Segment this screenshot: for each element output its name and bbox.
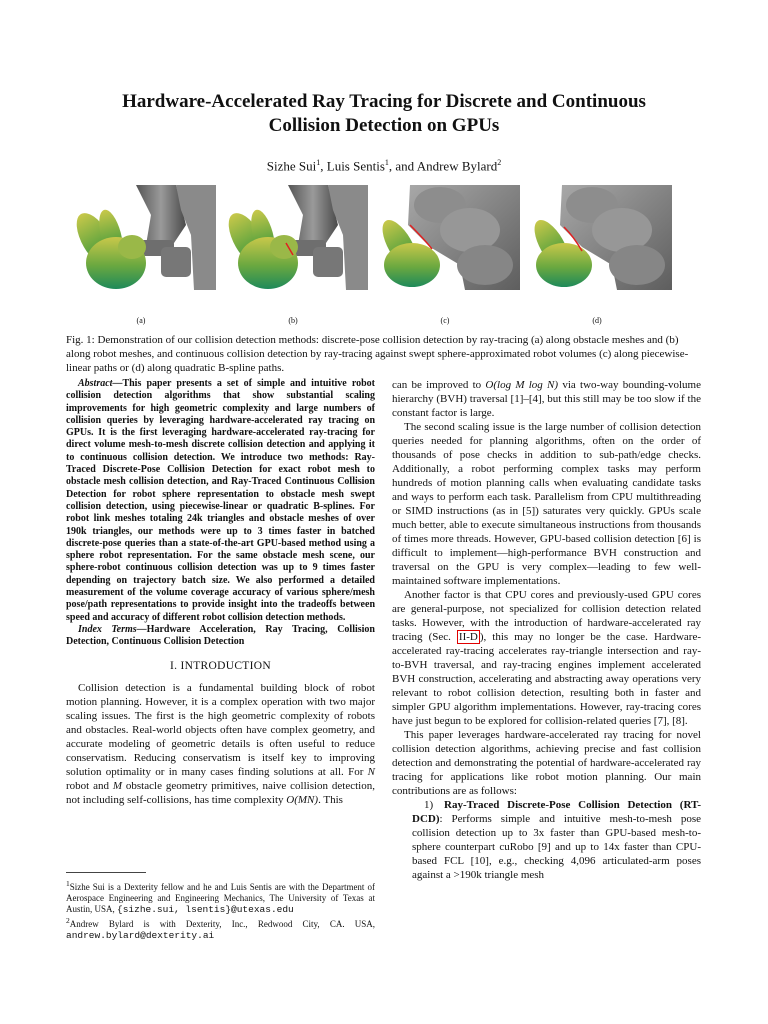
math-complexity: O(MN) bbox=[286, 793, 319, 806]
abstract-text: This paper presents a set of simple and intuitive robot collision detection algorithms that show substantial scaling improvements for high geometric complexity and large numbers of collision queries by leveraging hardware-accelerated ray tracing on GPUs. It is the first leveraging hardware-accelerated ray-tracing for direct volume mesh-to-mesh discrete collision detection and applying it to continuous collision detection. We introduce two methods: Ray-Traced Discrete-Pose Collision Detection for exact robot mesh to obstacle mesh collision detection, and Ray-Traced Continuous Collision Detection for robot sphere representation to obstacle mesh swept collision detection, using piecewise-linear or quadratic B-splines. For robot link meshes totaling 24k triangles and obstacle meshes of over 190k triangles, our methods were up to 3 times faster in batched discrete-pose queries than a state-of-the-art GPU-based method using a sphere robot representation. For the same obstacle mesh scene, our sphere-robot continuous collision detection was up to 9 times faster depending on trajectory batch size. We also performed a detailed measurement of the volume coverage accuracy of various sphere/mesh pose/path representations to provide insight into the tradeoffs between speed and accuracy of different robot collision detection methods. bbox=[66, 378, 375, 623]
body-text: ), this may no longer be the case. Hardware-accelerated ray-tracing accelerates ray-triangle intersection and ray-to-BVH traversal, and ray-tracing engines implement accelerated BVH construction, accelerating and abstracting away operations very relevant to robot collision detection, resulting both in faster and simpler GPU algorithm implementations. However, ray-tracing cores have just begun to be explored for collision-related queries [7], [8]. bbox=[392, 631, 701, 727]
index-terms bbox=[66, 624, 375, 649]
intro-text: . This bbox=[318, 793, 343, 806]
math-variable: N bbox=[367, 765, 375, 778]
left-column bbox=[66, 378, 375, 807]
contribution-title: Ray-Traced Discrete-Pose Collision Detection (RT-DCD) bbox=[412, 799, 701, 825]
footnote-mark: 1 bbox=[66, 879, 70, 888]
author-name: Luis Sentis bbox=[326, 158, 385, 174]
panel-label: (d) bbox=[592, 316, 602, 325]
swept-volume-image bbox=[522, 185, 672, 290]
figure-caption: Fig. 1: Demonstration of our collision detection methods: discrete-pose collision detection by ray-tracing (a) along obstacle meshes and (b) along robot meshes, and continuous collision detection by ray-tracing against swept sphere-approximated robot volumes (c) along piecewise-linear paths or (d) along quadratic B-spline paths. bbox=[66, 334, 689, 374]
intro-paragraph bbox=[66, 681, 375, 807]
intro-text: robot and bbox=[66, 779, 113, 792]
right-column bbox=[392, 378, 701, 882]
affiliation-mark: 1 bbox=[384, 158, 389, 167]
section-reference-link[interactable]: II-D bbox=[458, 631, 478, 643]
figure-panel-c bbox=[370, 185, 520, 325]
author-list bbox=[60, 158, 708, 174]
author-separator: , bbox=[320, 158, 327, 174]
title-line-1: Hardware-Accelerated Ray Tracing for Discrete and Continuous bbox=[122, 91, 646, 112]
math-complexity: O(log M log N) bbox=[485, 379, 559, 391]
footnote bbox=[66, 915, 375, 941]
figure-panel-a bbox=[66, 185, 216, 325]
email-link[interactable]: andrew.bylard@dexterity.ai bbox=[66, 930, 215, 941]
body-paragraph: This paper leverages hardware-accelerated ray tracing for novel collision detection algorithms, achieving precise and fast collision detection and demonstrating the potential of hardware-accelerated ray tracing for applications like robot motion planning. Our main contributions are as follows: bbox=[392, 729, 701, 797]
author-name: Andrew Bylard bbox=[416, 158, 498, 174]
section-heading: I. INTRODUCTION bbox=[170, 659, 271, 672]
affiliation-mark: 1 bbox=[316, 158, 321, 167]
footnote-text: Sizhe Sui is a Dexterity fellow and he and Luis Sentis are with the Department of Aerospace Engineering and Engineering Mechanics, The University of Texas at Austin, USA, bbox=[66, 882, 375, 914]
panel-label: (c) bbox=[440, 316, 450, 325]
figure-panel-b bbox=[218, 185, 368, 325]
paper-title bbox=[60, 90, 708, 138]
body-text: Another factor is that CPU cores and previously-used GPU cores are general-purpose, not specialized for collision detection related tasks. However, with the introduction of hardware-accelerated ray tracing (Sec. bbox=[392, 589, 701, 643]
footnote-text: Andrew Bylard is with Dexterity, Inc., Redwood City, CA. USA, bbox=[69, 919, 375, 929]
panel-label: (b) bbox=[288, 316, 298, 325]
footnote bbox=[66, 878, 375, 915]
abstract-lead: Abstract— bbox=[78, 378, 123, 389]
contribution-item bbox=[392, 798, 701, 882]
footnotes bbox=[66, 878, 375, 941]
index-terms-text: Hardware Acceleration, Ray Tracing, Collision Detection, Continuous Collision Detection bbox=[66, 623, 375, 648]
list-number: 1) bbox=[424, 799, 434, 811]
swept-volume-image bbox=[370, 185, 520, 290]
contribution-text: : Performs simple and intuitive mesh-to-mesh pose collision detection up to 3x faster than GPU-based mesh-to-sphere counterpart cuRobo [9] and up to 14x faster than CPU-based FCL [10], e.g., checking 4,096 articulated-arm poses against a >190k triangle mesh bbox=[412, 813, 701, 881]
email-link[interactable]: {sizhe.sui, lsentis}@utexas.edu bbox=[117, 904, 294, 915]
footnote-rule bbox=[66, 872, 146, 873]
body-paragraph bbox=[392, 378, 701, 420]
panel-label: (a) bbox=[136, 316, 146, 325]
body-paragraph: The second scaling issue is the large number of collision detection queries needed for planning algorithms, often on the order of thousands of pose checks in addition to sub-path/edge checks. Additionally, a robot performing complex tasks may perform hundreds of motion planning calls when evaluating candidate tasks and ways to perform each task. Parallelism from CPU multithreading or SIMD instructions (as in [5]) saturates very quickly. GPUs scale much better, able to execute simultaneous instructions from thousands of times more threads. However, GPU-based collision detection [6] is difficult to implement—high-performance BVH construction and traversal on the GPU is very complex—leading to few well-maintained software implementations. bbox=[392, 421, 702, 587]
intro-text: Collision detection is a fundamental building block of robot motion planning. However, it is a complex operation with two major scaling issues. The first is the high geometric complexity of robots and obstacles. Real-world objects often have complex geometry, and accurate modeling of geometric details is often useful to reduce conservatism. Reducing conservatism is itself key to improving solution optimality or in many cases finding solutions at all. For bbox=[66, 681, 375, 778]
figure-panel-d bbox=[522, 185, 672, 325]
footnote-mark: 2 bbox=[66, 916, 70, 925]
body-paragraph bbox=[392, 588, 701, 728]
affiliation-mark: 2 bbox=[497, 158, 502, 167]
bunny-robot-image bbox=[218, 185, 368, 290]
bunny-robot-image bbox=[66, 185, 216, 290]
body-text: can be improved to bbox=[392, 379, 486, 391]
author-separator: , and bbox=[388, 158, 417, 174]
figure-1 bbox=[66, 185, 706, 325]
title-line-2: Collision Detection on GPUs bbox=[268, 115, 500, 136]
index-terms-lead: Index Terms— bbox=[78, 623, 147, 635]
author-name: Sizhe Sui bbox=[266, 158, 317, 174]
math-variable: M bbox=[112, 779, 123, 792]
body-text: via two-way bounding-volume hierarchy (BVH) traversal [1]–[4], but this still may be too slow if the constant factor is large. bbox=[392, 379, 701, 419]
intro-text: obstacle geometry primitives, naive collision detection, not including self-collisions, has time complexity bbox=[66, 779, 375, 806]
abstract bbox=[66, 378, 375, 624]
